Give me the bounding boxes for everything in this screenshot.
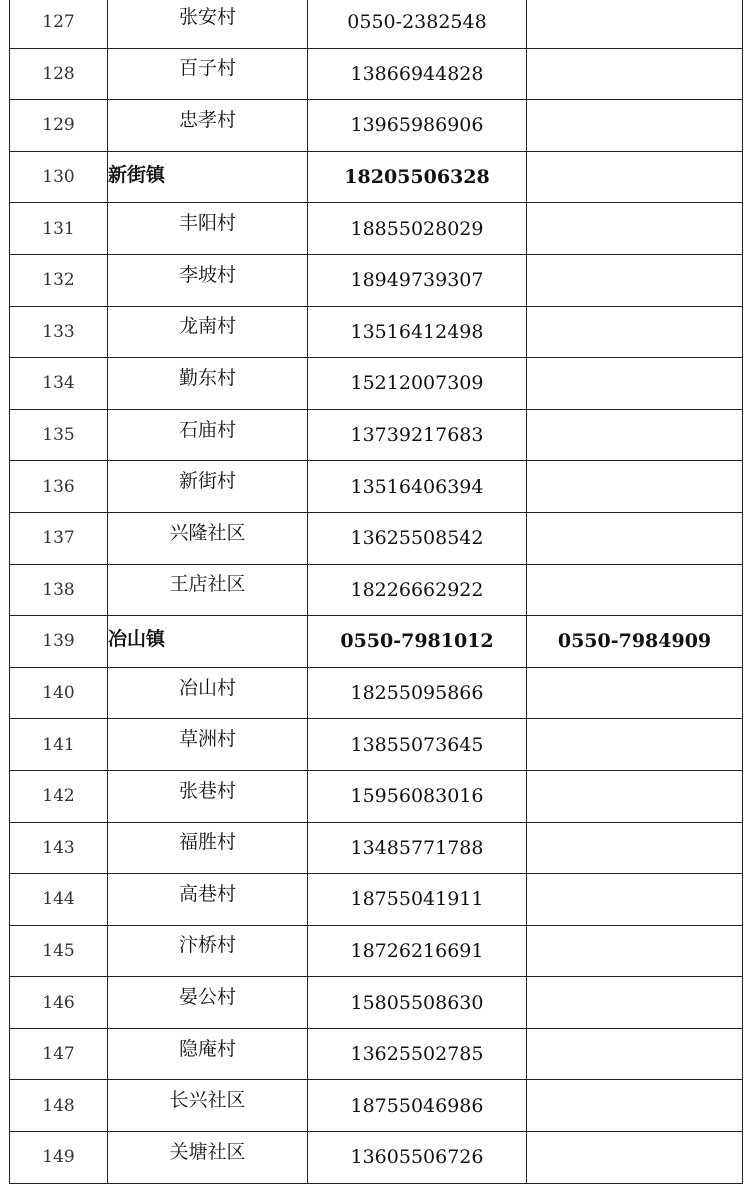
village-name: 隐庵村: [178, 1037, 236, 1060]
secondary-phone: [527, 1080, 743, 1132]
row-number: 133: [10, 306, 108, 358]
phone-number: 18205506328: [308, 151, 527, 203]
row-number: 141: [10, 719, 108, 771]
phone-number: 13605506726: [308, 1132, 527, 1184]
village-name: 汴桥村: [178, 934, 236, 957]
secondary-phone: [527, 512, 743, 564]
table-row: [10, 100, 743, 152]
village-name: 李坡村: [178, 263, 236, 286]
secondary-phone: [527, 822, 743, 874]
secondary-phone: [527, 874, 743, 926]
village-name: 长兴社区: [169, 1089, 246, 1112]
row-number: 144: [10, 874, 108, 926]
phone-number: 15805508630: [308, 977, 527, 1029]
phone-number: 13516406394: [308, 461, 527, 513]
town-row: [10, 616, 743, 668]
table-row: [10, 667, 743, 719]
table-row: [10, 719, 743, 771]
village-name: 草洲村: [178, 728, 236, 751]
village-name: 关塘社区: [169, 1140, 246, 1163]
phone-number: 15956083016: [308, 770, 527, 822]
row-number: 128: [10, 48, 108, 100]
village-name: 百子村: [178, 57, 236, 80]
row-number: 136: [10, 461, 108, 513]
row-number: 138: [10, 564, 108, 616]
table-row: [10, 874, 743, 926]
village-name: 张巷村: [178, 779, 236, 802]
row-number: 145: [10, 925, 108, 977]
row-number: 129: [10, 100, 108, 152]
village-name: 龙南村: [178, 315, 236, 338]
row-number: 137: [10, 512, 108, 564]
phone-number: 15212007309: [308, 358, 527, 410]
row-number: 143: [10, 822, 108, 874]
contact-table: [9, 0, 743, 1184]
secondary-phone: [527, 254, 743, 306]
row-number: 134: [10, 358, 108, 410]
town-name: 新街镇: [108, 163, 166, 186]
secondary-phone: [527, 48, 743, 100]
phone-number: 18255095866: [308, 667, 527, 719]
table-row: [10, 461, 743, 513]
phone-number: 18855028029: [308, 203, 527, 255]
secondary-phone: [527, 358, 743, 410]
secondary-phone: [527, 100, 743, 152]
phone-number: 0550-7981012: [308, 616, 527, 668]
secondary-phone: [527, 564, 743, 616]
village-name-cell: [108, 254, 308, 306]
secondary-phone: 0550-7984909: [527, 616, 743, 668]
table-row: [10, 306, 743, 358]
contact-table-body: [10, 0, 743, 1183]
row-number: 131: [10, 203, 108, 255]
phone-number: 13866944828: [308, 48, 527, 100]
secondary-phone: [527, 770, 743, 822]
village-name: 王店社区: [169, 573, 246, 596]
phone-number: 13516412498: [308, 306, 527, 358]
phone-number: 18755046986: [308, 1080, 527, 1132]
town-name: 冶山镇: [108, 627, 166, 650]
phone-number: 13965986906: [308, 100, 527, 152]
village-name-cell: [108, 1080, 308, 1132]
secondary-phone: [527, 667, 743, 719]
row-number: 127: [10, 0, 108, 48]
village-name-cell: [108, 667, 308, 719]
village-name: 丰阳村: [178, 212, 236, 235]
row-number: 146: [10, 977, 108, 1029]
town-row: [10, 151, 743, 203]
village-name-cell: [108, 512, 308, 564]
village-name: 高巷村: [178, 882, 236, 905]
phone-number: 13485771788: [308, 822, 527, 874]
phone-number: 13625508542: [308, 512, 527, 564]
phone-number: 18226662922: [308, 564, 527, 616]
table-row: [10, 564, 743, 616]
table-row: [10, 822, 743, 874]
secondary-phone: [527, 409, 743, 461]
row-number: 140: [10, 667, 108, 719]
row-number: 130: [10, 151, 108, 203]
table-row: [10, 977, 743, 1029]
village-name-cell: [108, 0, 308, 48]
village-name-cell: [108, 822, 308, 874]
village-name: 晏公村: [178, 986, 236, 1009]
table-row: [10, 1132, 743, 1184]
table-row: [10, 512, 743, 564]
village-name: 兴隆社区: [169, 521, 246, 544]
table-row: [10, 409, 743, 461]
phone-number: 18755041911: [308, 874, 527, 926]
village-name: 福胜村: [178, 831, 236, 854]
phone-number: 13855073645: [308, 719, 527, 771]
table-row: [10, 254, 743, 306]
village-name-cell: [108, 977, 308, 1029]
secondary-phone: [527, 925, 743, 977]
table-row: [10, 1080, 743, 1132]
phone-number: 18726216691: [308, 925, 527, 977]
table-row: [10, 925, 743, 977]
village-name: 忠孝村: [178, 108, 236, 131]
row-number: 149: [10, 1132, 108, 1184]
village-name-cell: [108, 770, 308, 822]
phone-number: 13739217683: [308, 409, 527, 461]
secondary-phone: [527, 1132, 743, 1184]
secondary-phone: [527, 203, 743, 255]
phone-number: 13625502785: [308, 1028, 527, 1080]
secondary-phone: [527, 306, 743, 358]
table-row: [10, 0, 743, 48]
secondary-phone: [527, 977, 743, 1029]
village-name: 新街村: [178, 470, 236, 493]
village-name-cell: [108, 358, 308, 410]
secondary-phone: [527, 1028, 743, 1080]
row-number: 142: [10, 770, 108, 822]
town-name-cell: [108, 616, 308, 668]
row-number: 147: [10, 1028, 108, 1080]
secondary-phone: [527, 151, 743, 203]
village-name-cell: [108, 874, 308, 926]
row-number: 139: [10, 616, 108, 668]
table-row: [10, 48, 743, 100]
village-name-cell: [108, 409, 308, 461]
village-name: 石庙村: [178, 418, 236, 441]
village-name-cell: [108, 100, 308, 152]
table-row: [10, 1028, 743, 1080]
village-name-cell: [108, 203, 308, 255]
phone-number: 0550-2382548: [308, 0, 527, 48]
table-row: [10, 203, 743, 255]
phone-number: 18949739307: [308, 254, 527, 306]
village-name: 张安村: [178, 5, 236, 28]
table-row: [10, 358, 743, 410]
secondary-phone: [527, 719, 743, 771]
table-row: [10, 770, 743, 822]
secondary-phone: [527, 461, 743, 513]
row-number: 148: [10, 1080, 108, 1132]
row-number: 132: [10, 254, 108, 306]
village-name-cell: [108, 925, 308, 977]
village-name-cell: [108, 48, 308, 100]
village-name: 勤东村: [178, 366, 236, 389]
village-name-cell: [108, 564, 308, 616]
village-name: 冶山村: [178, 676, 236, 699]
row-number: 135: [10, 409, 108, 461]
village-name-cell: [108, 461, 308, 513]
village-name-cell: [108, 1132, 308, 1184]
village-name-cell: [108, 306, 308, 358]
town-name-cell: [108, 151, 308, 203]
village-name-cell: [108, 1028, 308, 1080]
village-name-cell: [108, 719, 308, 771]
secondary-phone: [527, 0, 743, 48]
